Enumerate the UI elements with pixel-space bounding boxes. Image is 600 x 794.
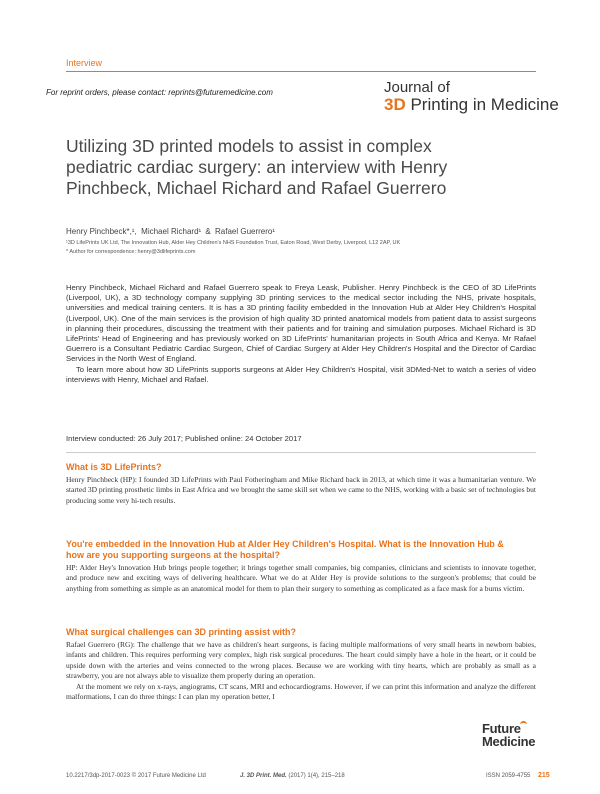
footer-citation bbox=[240, 773, 345, 779]
section-heading-1: What is 3D LifePrints? bbox=[66, 462, 162, 472]
section-body-2 bbox=[66, 563, 536, 594]
journal-title-rest: Printing in Medicine bbox=[410, 94, 559, 114]
article-title: Utilizing 3D printed models to assist in complex pediatric cardiac surgery: an interview with Henry Pinchbeck, Michael Richard and Rafael Guerrero bbox=[66, 136, 448, 198]
logo-line1: Future bbox=[482, 721, 521, 736]
footer-journal-abbrev: J. 3D Print. Med. bbox=[240, 773, 287, 779]
footer-doi: 10.2217/3dp-2017-0023 © 2017 Future Medicine Ltd bbox=[66, 773, 206, 779]
interview-dates: Interview conducted: 26 July 2017; Published online: 24 October 2017 bbox=[66, 434, 302, 443]
section-3-paragraph-2: At the moment we rely on x-rays, angiograms, CT scans, MRI and echocardiograms. However, if we can print this information and analyze the different malformations, I can do three things: I can plan my operation better, I bbox=[66, 681, 536, 702]
section-3-paragraph-1: Rafael Guerrero (RG): The challenge that we have as children's heart surgeons, is facing multiple malformations of very small hearts in newborn babies, infants and children. This requires performing very complex, high risk surgical procedures. The heart could simply have a hole in the heart, or it could be upside down with the arteries and veins connected to the wrong places. Because we are working with tiny hearts, which are probably as small as a strawberry, you are not always able to visualize them properly during an operation. bbox=[66, 640, 536, 681]
author-pinchbeck: Henry Pinchbeck*,¹, bbox=[66, 227, 137, 236]
footer-issn: ISSN 2059-4755 bbox=[486, 773, 531, 779]
section-body-1 bbox=[66, 475, 536, 506]
author-list bbox=[66, 227, 275, 236]
section-2-paragraph: HP: Alder Hey's Innovation Hub brings people together; it brings together small companies, big companies, clinicians and scientists to innovate together, and produce new and exciting ways of delivering healthcare. What we do at Alder Hey is provide solutions to the surgeon's problems; that could be anything from something as simple as an anatomical model for them to plan their surgery to something as complicated as a face mask for a burns victim. bbox=[66, 563, 536, 593]
section-heading-3: What surgical challenges can 3D printing assist with? bbox=[66, 627, 297, 637]
author-ampersand: & bbox=[205, 227, 211, 236]
future-medicine-logo bbox=[482, 722, 535, 748]
logo-arc-icon bbox=[520, 721, 527, 728]
affiliation-line: ¹3D LifePrints UK Ltd, The Innovation Hub, Alder Hey Children's NHS Foundation Trust, Eaton Road, West Derby, Liverpool, L12 2AP, UK bbox=[66, 240, 401, 246]
journal-title-line1: Journal of bbox=[384, 79, 450, 96]
separator-rule bbox=[66, 452, 536, 453]
reprint-note: For reprint orders, please contact: reprints@futuremedicine.com bbox=[46, 88, 273, 97]
correspondence-line: * Author for correspondence: henry@3dlifeprints.com bbox=[66, 248, 196, 255]
author-richard: Michael Richard¹ bbox=[141, 227, 202, 236]
page-number: 215 bbox=[538, 772, 550, 779]
abstract-paragraph-2: To learn more about how 3D LifePrints supports surgeons at Alder Hey Children's Hospital, visit 3DMed-Net to watch a series of video interviews with Henry, Michael and Rafael. bbox=[66, 364, 536, 384]
journal-3d: 3D bbox=[384, 94, 406, 114]
journal-title bbox=[384, 80, 559, 114]
journal-title-line2 bbox=[384, 96, 559, 114]
section-1-paragraph: Henry Pinchbeck (HP): I founded 3D LifePrints with Paul Fotheringham and Mike Richard back in 2013, at which time it was a humanitarian venture. We started 3D printing prosthetic limbs in East Africa and we brought the same skill set when we came to the NHS, working with a basic set of technologies but producing some very hi-tech results. bbox=[66, 475, 536, 505]
logo-line2: Medicine bbox=[482, 734, 536, 749]
abstract-paragraph-1: Henry Pinchbeck, Michael Richard and Rafael Guerrero speak to Freya Leask, Publisher. Henry Pinchbeck is the CEO of 3D LifePrints (Liverpool, UK), a 3D technology company supplying 3D printing services to the medical sector including the NHS, private hospitals, universities and medical training centers. It is has a 3D printing facility embedded in the Innovation Hub at Alder Hey Children's Hospital (Liverpool, UK). One of the main services is the provision of high quality 3D printed anatomical models from patient data to assist surgeons in planning their procedures, discussing the treatment with their patients and for training and simulation purposes. Michael Richard is 3D LifePrints' Head of Engineering and has previously worked on 3D LifePrints' humanitarian projects in South Africa and Kenya. Mr Rafael Guerrero is a Consultant Pediatric Cardiac Surgeon, Chief of Cardiac Surgery at Alder Hey Children's Hospital and the Director of Cardiac Services in the North West of England. bbox=[66, 283, 536, 364]
section-body-3 bbox=[66, 640, 536, 702]
affiliations bbox=[66, 239, 446, 256]
header-rule bbox=[66, 71, 536, 72]
section-label: Interview bbox=[66, 58, 103, 68]
abstract bbox=[66, 283, 536, 385]
section-heading-2: You're embedded in the Innovation Hub at Alder Hey Children's Hospital. What is the Innovation Hub & how are you supporting surgeons at the hospital? bbox=[66, 539, 504, 560]
author-guerrero: Rafael Guerrero¹ bbox=[215, 227, 276, 236]
footer-volume: (2017) 1(4), 215–218 bbox=[288, 773, 345, 779]
